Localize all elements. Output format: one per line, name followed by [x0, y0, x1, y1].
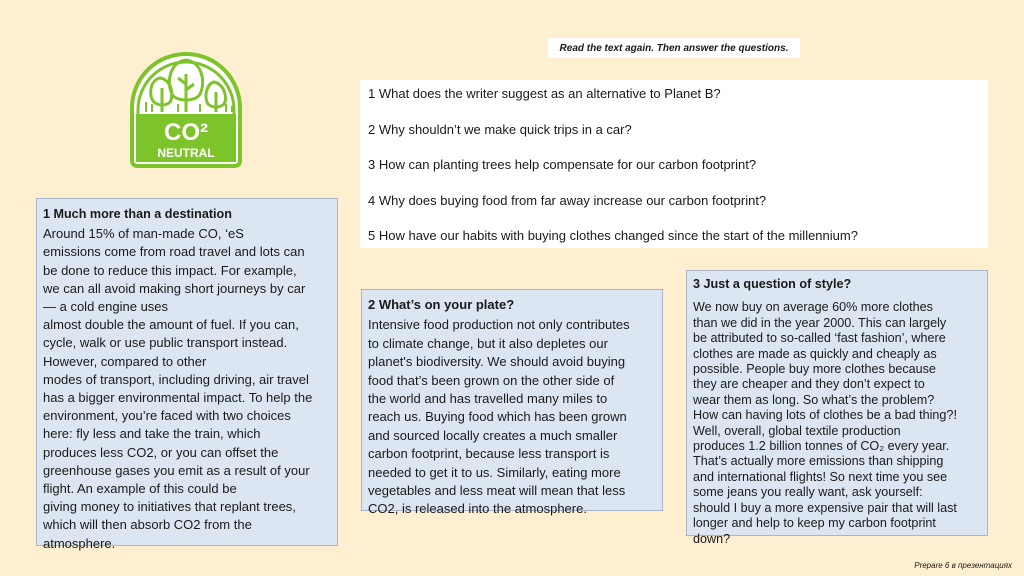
section-text-line: Well, overall, global textile production — [693, 423, 901, 438]
section-text-line: emissions come from road travel and lots can — [43, 244, 305, 260]
section-text-line: has a bigger environmental impact. To help the — [43, 390, 313, 406]
section-text-line: reach us. Buying food which has been grown — [368, 409, 627, 425]
question-1: 1 What does the writer suggest as an alternative to Planet B? — [368, 86, 721, 101]
section-title: 3 Just a question of style? — [693, 277, 852, 291]
section-text-line: planet's biodiversity. We should avoid buying — [368, 354, 626, 370]
section-text-line: giving money to initiatives that replant trees, — [43, 499, 296, 515]
section-text-line: How can having lots of clothes be a bad thing?! — [693, 408, 957, 423]
co2-neutral-logo — [120, 38, 252, 170]
question-2: 2 Why shouldn’t we make quick trips in a car? — [368, 121, 632, 137]
section-text-line: almost double the amount of fuel. If you can, — [43, 317, 299, 333]
section-text-line: and international flights! So next time you see — [693, 469, 948, 484]
section-style — [686, 270, 988, 546]
section-text-line: clothes are made as quickly and cheaply as — [693, 346, 937, 361]
section-text-line: down? — [693, 531, 731, 546]
section-text-line: Intensive food production not only contributes — [368, 317, 630, 333]
section-text-line: they are cheaper and they don’t expect to — [693, 377, 925, 392]
section-text-line: flight. An example of this could be — [43, 481, 237, 497]
section-text-line: food that’s been grown on the other side of — [368, 372, 615, 388]
section-text-line: However, compared to other — [43, 353, 207, 369]
co2-text: CO² — [164, 119, 208, 146]
section-text-line: vegetables and less meat will mean that less — [368, 483, 626, 499]
section-text-line: possible. People buy more clothes because — [693, 362, 936, 377]
section-title: 2 What’s on your plate? — [368, 297, 515, 312]
section-text-line: to climate change, but it also depletes our — [368, 335, 608, 351]
question-3: 3 How can planting trees help compensate for our carbon footprint? — [368, 157, 757, 172]
section-text-line: here: fly less and take the train, which — [43, 426, 261, 442]
footer-credit: Prepare 6 в презентациях — [914, 561, 1012, 570]
section-text-line: be attributed to so-called ‘fast fashion’, where — [693, 331, 946, 346]
question-5: 5 How have our habits with buying clothes changed since the start of the millennium? — [368, 228, 858, 243]
section-text-line: atmosphere. — [43, 535, 116, 551]
section-text-line: produces less CO2, or you can offset the — [43, 444, 279, 460]
section-text-line: modes of transport, including driving, air travel — [43, 371, 309, 387]
section-destination — [36, 198, 338, 551]
section-text-line: some jeans you really want, ask yourself: — [693, 485, 923, 500]
section-text-line: needed to get it to us. Similarly, eating more — [368, 464, 621, 480]
section-text-line: We now buy on average 60% more clothes — [693, 300, 933, 315]
section-text-line: longer and help to keep my carbon footprint — [693, 516, 936, 531]
section-text-line: produces 1.2 billion tonnes of CO₂ every year. — [693, 439, 950, 454]
section-text-line: should I buy a more expensive pair that will last — [693, 500, 957, 515]
questions-list — [360, 80, 988, 248]
section-title: 1 Much more than a destination — [43, 207, 232, 221]
section-text-line: — a cold engine uses — [43, 299, 169, 315]
section-text-line: than we did in the year 2000. This can largely — [693, 315, 947, 330]
section-text-line: cycle, walk or use public transport instead. — [43, 335, 288, 351]
instruction-banner: Read the text again. Then answer the questions. — [548, 38, 800, 58]
section-text-line: be done to reduce this impact. For example, — [43, 262, 297, 278]
section-text-line: and sourced locally creates a much smaller — [368, 427, 618, 443]
section-text-line: CO2, is released into the atmosphere. — [368, 501, 587, 517]
section-text-line: which will then absorb CO2 from the — [43, 517, 252, 533]
section-text-line: greenhouse gases you emit as a result of your — [43, 462, 310, 478]
section-text-line: That’s actually more emissions than shipping — [693, 454, 944, 469]
section-text-line: Around 15% of man-made CO, ‘eS — [43, 226, 244, 242]
section-plate — [361, 289, 663, 517]
neutral-text: NEUTRAL — [157, 146, 215, 160]
section-text-line: environment, you’re faced with two choices — [43, 408, 291, 424]
section-text-line: we can all avoid making short journeys by car — [43, 280, 306, 296]
co2-neutral-trees-icon — [120, 38, 252, 170]
section-text-line: the world and has travelled many miles to — [368, 391, 608, 407]
section-text-line: wear them as long. So what’s the problem? — [693, 392, 935, 407]
section-text-line: carbon footprint, because less transport is — [368, 446, 610, 462]
question-4: 4 Why does buying food from far away increase our carbon footprint? — [368, 192, 767, 208]
